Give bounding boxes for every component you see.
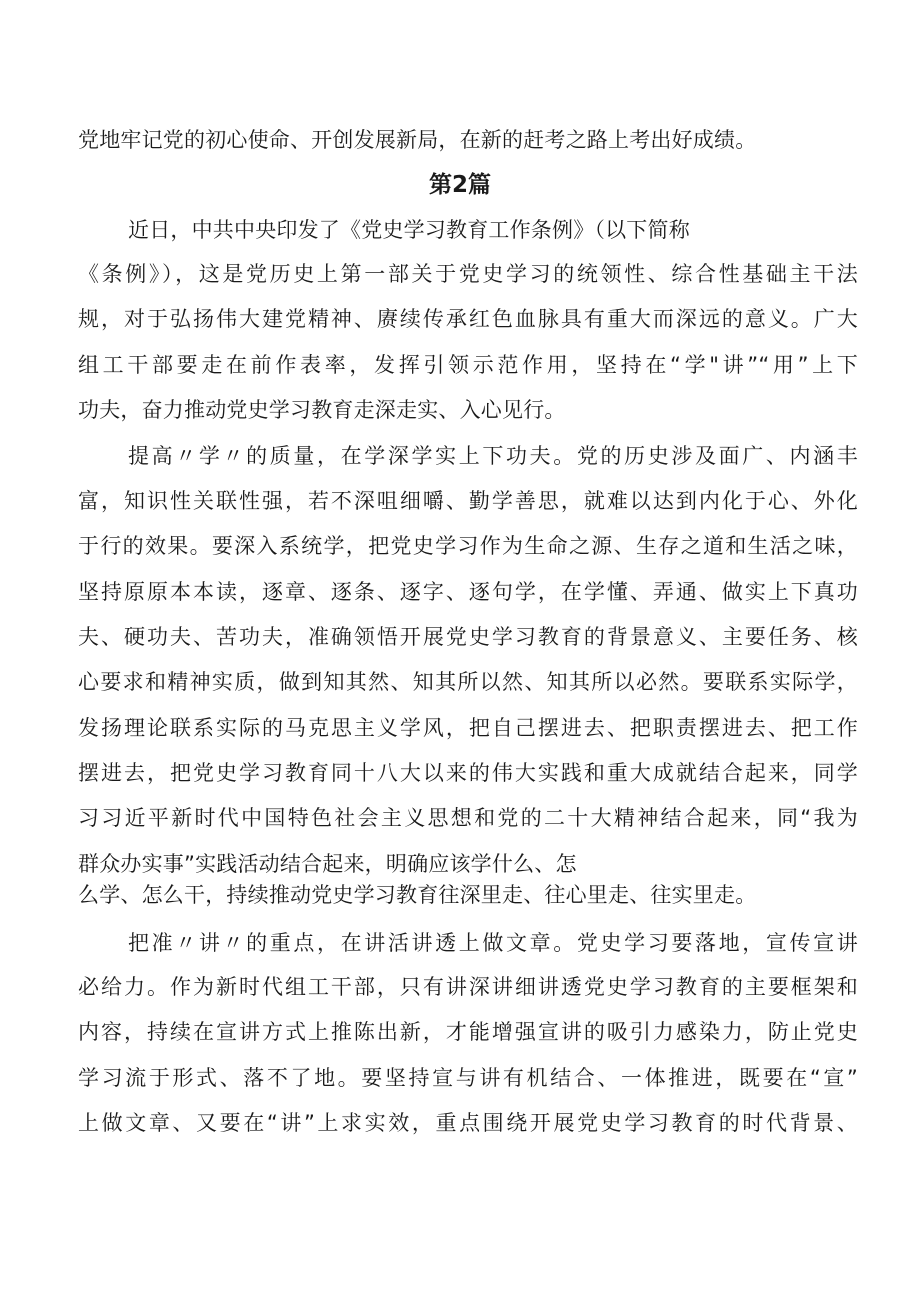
paragraph-line: 规，对于弘扬伟大建党精神、赓续传承红色血脉具有重大而深远的意义。广大 [78,307,858,331]
paragraph-line: 功夫，奋力推动党史学习教育走深走实、入心见行。 [78,398,566,422]
paragraph-line: 群众办实事”实践活动结合起来，明确应该学什么、怎 [78,852,577,876]
paragraph-line: 学习流于形式、落不了地。要坚持宣与讲有机结合、一体推进，既要在“宣” [78,1066,858,1090]
paragraph-line: 富，知识性关联性强，若不深咀细嚼、勤学善思，就难以达到内化于心、外化 [78,489,858,513]
paragraph-line: 《条例》），这是党历史上第一部关于党史学习的统领性、综合性基础主干法 [78,262,858,286]
paragraph-line: 发扬理论联系实际的马克思主义学风，把自己摆进去、把职责摆进去、把工作 [78,716,858,740]
paragraph-line: 夫、硬功夫、苦功夫，准确领悟开展党史学习教育的背景意义、主要任务、核 [78,625,858,649]
paragraph-line: 内容，持续在宣讲方式上推陈出新，才能增强宣讲的吸引力感染力，防止党史 [78,1020,858,1044]
section-heading: 第2篇 [428,172,491,198]
paragraph-line: 摆进去，把党史学习教育同十八大以来的伟大实践和重大成就结合起来，同学 [78,761,858,785]
paragraph-line: 上做文章、又要在“讲”上求实效，重点围绕开展党史学习教育的时代背景、 [78,1111,858,1135]
paragraph-line: 近日，中共中央印发了《党史学习教育工作条例》（以下简称 [128,218,690,242]
paragraph-line: 么学、怎么干，持续推动党史学习教育往深里走、往心里走、往实里走。 [78,883,757,907]
paragraph-line: 习习近平新时代中国特色社会主义思想和党的二十大精神结合起来，同“我为 [78,806,858,830]
paragraph-line: 于行的效果。要深入系统学，把党史学习作为生命之源、生存之道和生活之味， [78,534,858,558]
paragraph-line: 组工干部要走在前作表率，发挥引领示范作用，坚持在“学"讲”“用”上下 [78,353,858,377]
paragraph-line: 心要求和精神实质，做到知其然、知其所以然、知其所以必然。要联系实际学， [78,670,858,694]
paragraph-line: 坚持原原本本读，逐章、逐条、逐字、逐句学，在学懂、弄通、做实上下真功 [78,580,858,604]
paragraph-line: 把准〃讲〃的重点，在讲活讲透上做文章。党史学习要落地，宣传宣讲 [128,931,858,955]
paragraph-line: 必给力。作为新时代组工干部，只有讲深讲细讲透党史学习教育的主要框架和 [78,975,858,999]
carryover-line: 党地牢记党的初心使命、开创发展新局，在新的赶考之路上考出好成绩。 [78,128,757,152]
paragraph-line: 提高〃学〃的质量，在学深学实上下功夫。党的历史涉及面广、内涵丰 [128,444,858,468]
